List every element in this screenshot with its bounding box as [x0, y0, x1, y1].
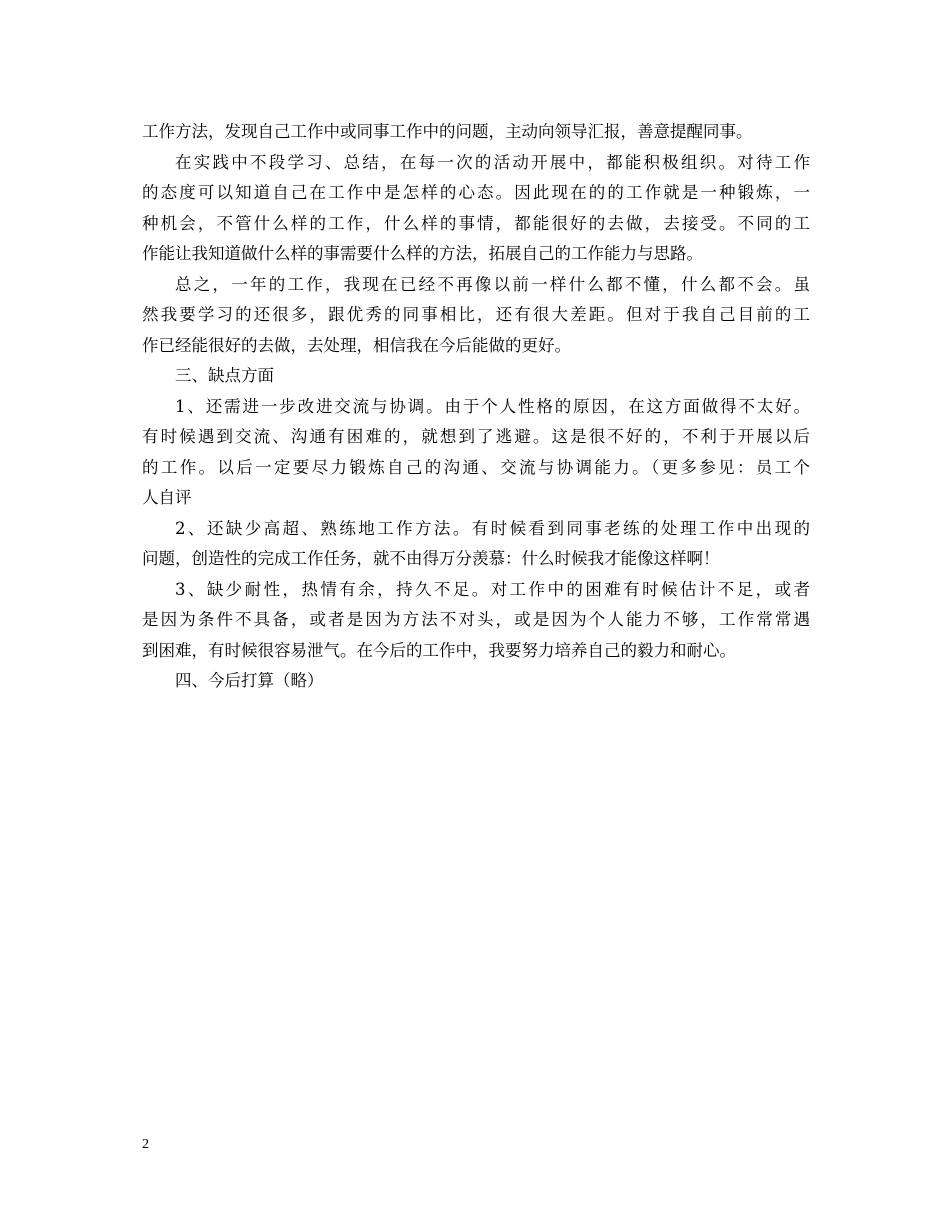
text-line: 三、缺点方面	[175, 366, 274, 385]
text-line: 到困难，有时候很容易泄气。在今后的工作中，我要努力培养自己的毅力和耐心。	[142, 640, 736, 660]
body-text	[142, 117, 810, 697]
text-line: 作能让我知道做什么样的事需要什么样的方法，拓展自己的工作能力与思路。	[142, 244, 703, 263]
text-line: 种机会，不管什么样的工作，什么样的事情，都能很好的去做，去接受。不同的工	[142, 213, 810, 233]
text-line: 四、今后打算（略）	[175, 671, 324, 690]
text-line: 1、还需进一步改进交流与协调。由于个人性格的原因，在这方面做得不太好。	[175, 396, 810, 416]
text-line: 作已经能很好的去做，去处理，相信我在今后能做的更好。	[142, 335, 571, 355]
text-line: 的工作。以后一定要尽力锻炼自己的沟通、交流与协调能力。（更多参见：员工个	[142, 457, 810, 477]
text-line: 2、还缺少高超、熟练地工作方法。有时候看到同事老练的处理工作中出现的	[175, 518, 810, 538]
text-line: 然我要学习的还很多，跟优秀的同事相比，还有很大差距。但对于我自己目前的工	[142, 305, 810, 324]
text-line: 工作方法，发现自己工作中或同事工作中的问题，主动向领导汇报，善意提醒同事。	[142, 122, 753, 141]
text-line: 的态度可以知道自己在工作中是怎样的心态。因此现在的的工作就是一种锻炼，一	[142, 183, 810, 202]
text-line: 是因为条件不具备，或者是因为方法不对头，或是因为个人能力不够，工作常常遇	[142, 610, 810, 629]
text-line: 人自评	[142, 488, 192, 507]
text-line: 问题，创造性的完成工作任务，就不由得万分羡慕：什么时候我才能像这样啊！	[142, 549, 720, 568]
text-line: 总之，一年的工作，我现在已经不再像以前一样什么都不懂，什么都不会。虽	[175, 274, 810, 294]
text-line: 在实践中不段学习、总结，在每一次的活动开展中，都能积极组织。对待工作	[175, 152, 810, 172]
text-line: 有时候遇到交流、沟通有困难的，就想到了逃避。这是很不好的，不利于开展以后	[142, 427, 810, 446]
text-line: 3、缺少耐性，热情有余，持久不足。对工作中的困难有时候估计不足，或者	[175, 579, 810, 599]
page-number: 2	[142, 1137, 149, 1152]
